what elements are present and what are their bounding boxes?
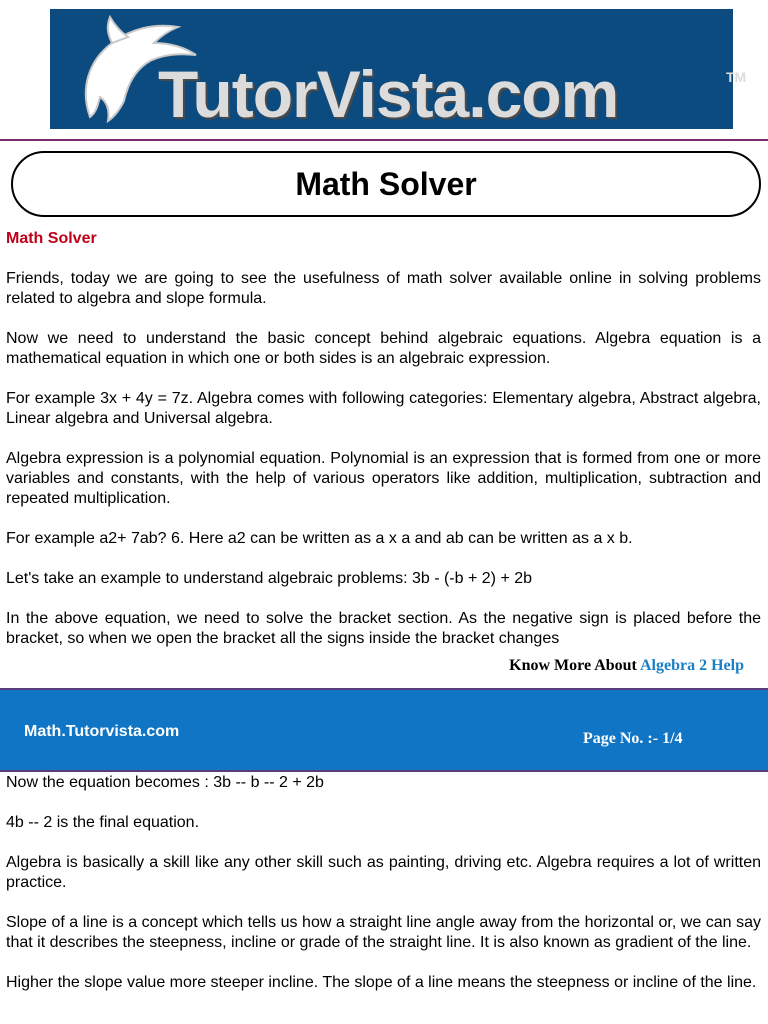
paragraph: 4b -- 2 is the final equation. bbox=[6, 814, 200, 831]
paragraph: Let's take an example to understand algebraic problems: 3b - (-b + 2) + 2b bbox=[6, 570, 533, 587]
header-divider bbox=[0, 139, 768, 141]
paragraph: Now we need to understand the basic concept behind algebraic equations. Algebra equation is a mathematical equation in which one or both sides is an algebraic expression. bbox=[6, 330, 761, 367]
page-2-content bbox=[6, 773, 761, 1013]
page-title-box bbox=[11, 151, 761, 217]
tutorvista-banner bbox=[50, 9, 747, 131]
paragraph: For example a2+ 7ab? 6. Here a2 can be written as a x a and ab can be written as a x b. bbox=[6, 530, 633, 547]
section-heading: Math Solver bbox=[6, 230, 97, 247]
page-number: Page No. :- 1/4 bbox=[583, 730, 683, 747]
page-1-content bbox=[6, 229, 761, 669]
paragraph: Algebra is basically a skill like any other skill such as painting, driving etc. Algebra requires a lot of written practice. bbox=[6, 854, 761, 891]
logo-trademark: TM bbox=[726, 69, 747, 85]
paragraph: Friends, today we are going to see the usefulness of math solver available online in solving problems related to algebra and slope formula. bbox=[6, 270, 761, 307]
paragraph: For example 3x + 4y = 7z. Algebra comes with following categories: Elementary algebra, Abstract algebra, Linear algebra and Universal algebra. bbox=[6, 390, 761, 427]
algebra-2-help-link[interactable]: Algebra 2 Help bbox=[640, 657, 744, 674]
paragraph: Slope of a line is a concept which tells us how a straight line angle away from the horizontal or, we can say that it describes the steepness, incline or grade of the straight line. It is also known as gradient of the line. bbox=[6, 914, 761, 951]
page-footer bbox=[0, 688, 768, 772]
know-more-prefix: Know More About bbox=[509, 657, 637, 674]
paragraph: Higher the slope value more steeper incline. The slope of a line means the steepness or incline of the line. bbox=[6, 974, 757, 991]
paragraph: Now the equation becomes : 3b -- b -- 2 + 2b bbox=[6, 774, 324, 791]
footer-site: Math.Tutorvista.com bbox=[24, 723, 180, 740]
logo-text: TutorVista.com bbox=[158, 57, 619, 131]
paragraph: In the above equation, we need to solve the bracket section. As the negative sign is placed before the bracket, so when we open the bracket all the signs inside the bracket changes bbox=[6, 610, 761, 647]
paragraph: Algebra expression is a polynomial equation. Polynomial is an expression that is formed from one or more variables and constants, with the help of various operators like addition, multiplication, subtraction and repeated multiplication. bbox=[6, 450, 761, 507]
page-title: Math Solver bbox=[295, 165, 477, 202]
know-more-line bbox=[509, 657, 744, 675]
